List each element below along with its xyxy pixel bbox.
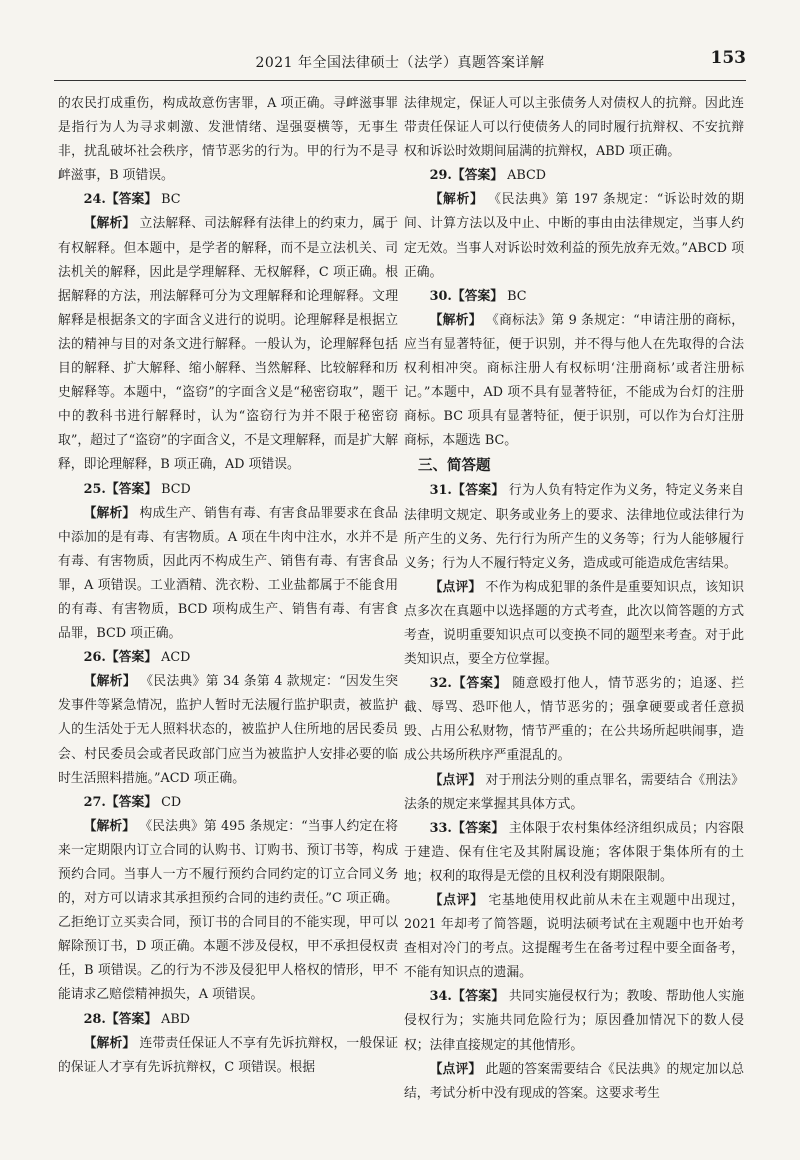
paragraph — [58, 670, 398, 790]
item-tag: 24.【答案】 — [83, 192, 158, 208]
paragraph-text: 《商标法》第 9 条规定：“申请注册的商标，应当有显著特征，便于识别，并不得与他人在先取得的合法权利相冲突。商标注册人有权标明‘注册商标’或者注册标记。”本题中，AD 项不具有显著特征，不能成为台灯的注册商标。BC 项具有显著特征，便于识别，可以作为台灯注册商标，本题选 BC。 — [404, 312, 745, 449]
item-tag: 31.【答案】 — [429, 483, 505, 499]
paragraph — [404, 1058, 744, 1106]
paragraph-text: CD — [157, 794, 182, 810]
paragraph — [404, 889, 744, 985]
paragraph — [404, 309, 744, 454]
item-tag: 【解析】 — [83, 505, 136, 521]
item-tag: 【点评】 — [429, 893, 484, 908]
paragraph — [58, 502, 398, 647]
item-tag: 【解析】 — [429, 312, 482, 328]
item-tag: 【点评】 — [429, 579, 482, 595]
answer-line — [404, 164, 744, 188]
page-header — [54, 46, 746, 81]
paragraph — [404, 985, 744, 1057]
item-tag: 34.【答案】 — [429, 989, 505, 1005]
paragraph-text: 法律规定，保证人可以主张债务人对债权人的抗辩。因此连带责任保证人可以行使债务人的同时履行抗辩权、不安抗辩权和诉讼时效期间届满的抗辩权，ABD 项正确。 — [404, 96, 744, 160]
paragraph — [404, 576, 744, 672]
answer-line — [404, 285, 744, 309]
paragraph-text: 《民法典》第 495 条规定：“当事人约定在将来一定期限内订立合同的认购书、订购书、预订书等，构成预约合同。当事人一方不履行预约合同约定的订立合同义务的，对方可以请求其承担预约合同的违约责任。”C 项正确。乙拒绝订立买卖合同，预订书的合同目的不能实现，甲可以解除预订书，D 项正确。本题不涉及侵权，甲不承担侵权责任，B 项错误。乙的行为不涉及侵犯甲人格权的情形，甲不能请求乙赔偿精神损失，A 项错误。 — [58, 818, 399, 1003]
item-tag: 30.【答案】 — [429, 288, 504, 304]
paragraph — [404, 92, 744, 164]
paragraph-text: 《民法典》第 34 条第 4 款规定：“因发生突发事件等紧急情况，监护人暂时无法履行监护职责，被监护人的生活处于无人照料状态的，被监护人住所地的居民委员会、村民委员会或者民政部门应当为被监护人安排必要的临时生活照料措施。”ACD 项正确。 — [58, 674, 399, 786]
paragraph — [404, 479, 744, 575]
item-tag: 【解析】 — [429, 192, 484, 208]
answer-line — [58, 791, 398, 815]
running-title: 2021 年全国法律硕士（法学）真题答案详解 — [255, 55, 545, 71]
paragraph-text: 构成生产、销售有毒、有害食品罪要求在食品中添加的是有毒、有害物质。A 项在牛肉中注水，水并不是有毒、有害物质，因此丙不构成生产、销售有毒、有害食品罪，A 项错误。工业酒精、洗衣粉、工业盐都属于不能食用的有毒、有害物质，BCD 项构成生产、销售有毒、有害食品罪，BCD 项正确。 — [58, 505, 399, 642]
paragraph-text: ABCD — [503, 168, 547, 184]
item-tag: 【点评】 — [429, 1061, 482, 1077]
paragraph — [58, 92, 398, 188]
paragraph-text: 立法解释、司法解释有法律上的约束力，属于有权解释。但本题中，是学者的解释，而不是立法机关、司法机关的解释，因此是学理解释、无权解释，C 项正确。根据解释的方法，刑法解释可分为文理解释和论理解释。文理解释是根据条文的字面含义进行的说明。论理解释是根据立法的精神与目的对条文进行解释。一般认为，论理解释包括目的解释、扩大解释、缩小解释、当然解释、比较解释和历史解释等。本题中，“盗窃”的字面含义是“秘密窃取”，题干中的教科书进行解释时，认为“盗窃行为并不限于秘密窃取”，超过了“盗窃”的字面含义，不是文理解释，而是扩大解释，即论理解释，B 项正确，AD 项错误。 — [58, 216, 399, 473]
item-tag: 26.【答案】 — [83, 650, 158, 666]
paragraph-text: BCD — [157, 481, 191, 497]
paragraph-text: 《民法典》第 197 条规定：“诉讼时效的期间、计算方法以及中止、中断的事由由法律规定，当事人约定无效。当事人对诉讼时效利益的预先放弃无效。”ABCD 项正确。 — [404, 192, 745, 280]
paragraph — [58, 212, 398, 477]
item-tag: 【解析】 — [83, 216, 136, 232]
paragraph — [404, 817, 744, 889]
paragraph-text: 行为人负有特定作为义务，特定义务来自法律明文规定、职务或业务上的要求、法律地位或法律行为所产生的义务、先行行为所产生的义务等；行为人能够履行义务；行为人不履行特定义务，造成或可能造成危害结果。 — [404, 483, 744, 571]
paragraph-text: 连带责任保证人不享有先诉抗辩权，一般保证的保证人才享有先诉抗辩权，C 项错误。根据 — [58, 1035, 399, 1075]
paragraph-text: BC — [157, 192, 181, 208]
item-tag: 【解析】 — [83, 818, 136, 834]
paragraph — [58, 815, 398, 1008]
paragraph-text: 此题的答案需要结合《民法典》的规定加以总结，考试分析中没有现成的答案。这要求考生 — [404, 1061, 745, 1101]
paragraph-text: 主体限于农村集体经济组织成员；内容限于建造、保有住宅及其附属设施；客体限于集体所有的土地；权利的取得是无偿的且权利没有期限限制。 — [404, 820, 744, 884]
paragraph — [404, 188, 744, 284]
answer-line — [58, 646, 398, 670]
answer-line — [58, 1008, 398, 1032]
paragraph-text: 的农民打成重伤，构成故意伤害罪，A 项正确。寻衅滋事罪是指行为人为寻求刺激、发泄情绪、逞强耍横等，无事生非，扰乱破坏社会秩序，情节恶劣的行为。甲的行为不是寻衅滋事，B 项错误。 — [58, 96, 398, 184]
paragraph — [404, 672, 744, 768]
paragraph-text: 对于刑法分则的重点罪名，需要结合《刑法》法条的规定来掌握其具体方式。 — [404, 772, 745, 812]
left-column — [58, 92, 398, 1080]
section-heading: 三、简答题 — [418, 458, 491, 475]
answer-line — [58, 188, 398, 212]
paragraph-text: ACD — [157, 650, 191, 666]
paragraph-text: BC — [503, 288, 527, 304]
paragraph — [404, 769, 744, 817]
item-tag: 【点评】 — [429, 772, 482, 788]
page-number: 153 — [710, 48, 746, 68]
paragraph — [58, 1032, 398, 1080]
item-tag: 29.【答案】 — [429, 168, 504, 184]
item-tag: 25.【答案】 — [83, 481, 158, 497]
item-tag: 32.【答案】 — [429, 676, 508, 692]
paragraph-text: ABD — [157, 1011, 191, 1027]
item-tag: 33.【答案】 — [429, 820, 505, 836]
item-tag: 【解析】 — [83, 1035, 136, 1051]
paragraph-text: 宅基地使用权此前从未在主观题中出现过，2021 年却考了简答题，说明法硕考试在主观题中也开始考查相对冷门的考点。这提醒考生在备考过程中要全面备考，不能有知识点的遗漏。 — [404, 893, 745, 981]
answer-line — [58, 478, 398, 502]
item-tag: 【解析】 — [83, 674, 136, 690]
paragraph-text: 共同实施侵权行为；教唆、帮助他人实施侵权行为；实施共同危险行为；原因叠加情况下的数人侵权；法律直接规定的其他情形。 — [404, 989, 744, 1053]
item-tag: 28.【答案】 — [83, 1011, 158, 1027]
paragraph-text: 随意殴打他人，情节恶劣的；追逐、拦截、辱骂、恐吓他人，情节恶劣的；强拿硬要或者任意损毁、占用公私财物，情节严重的；在公共场所起哄闹事，造成公共场所秩序严重混乱的。 — [404, 676, 744, 764]
paragraph-text: 不作为构成犯罪的条件是重要知识点，该知识点多次在真题中以选择题的方式考查，此次以简答题的方式考查，说明重要知识点可以变换不同的题型来考查。对于此类知识点，要全方位掌握。 — [404, 579, 745, 668]
right-column — [404, 92, 744, 1106]
item-tag: 27.【答案】 — [83, 794, 158, 810]
